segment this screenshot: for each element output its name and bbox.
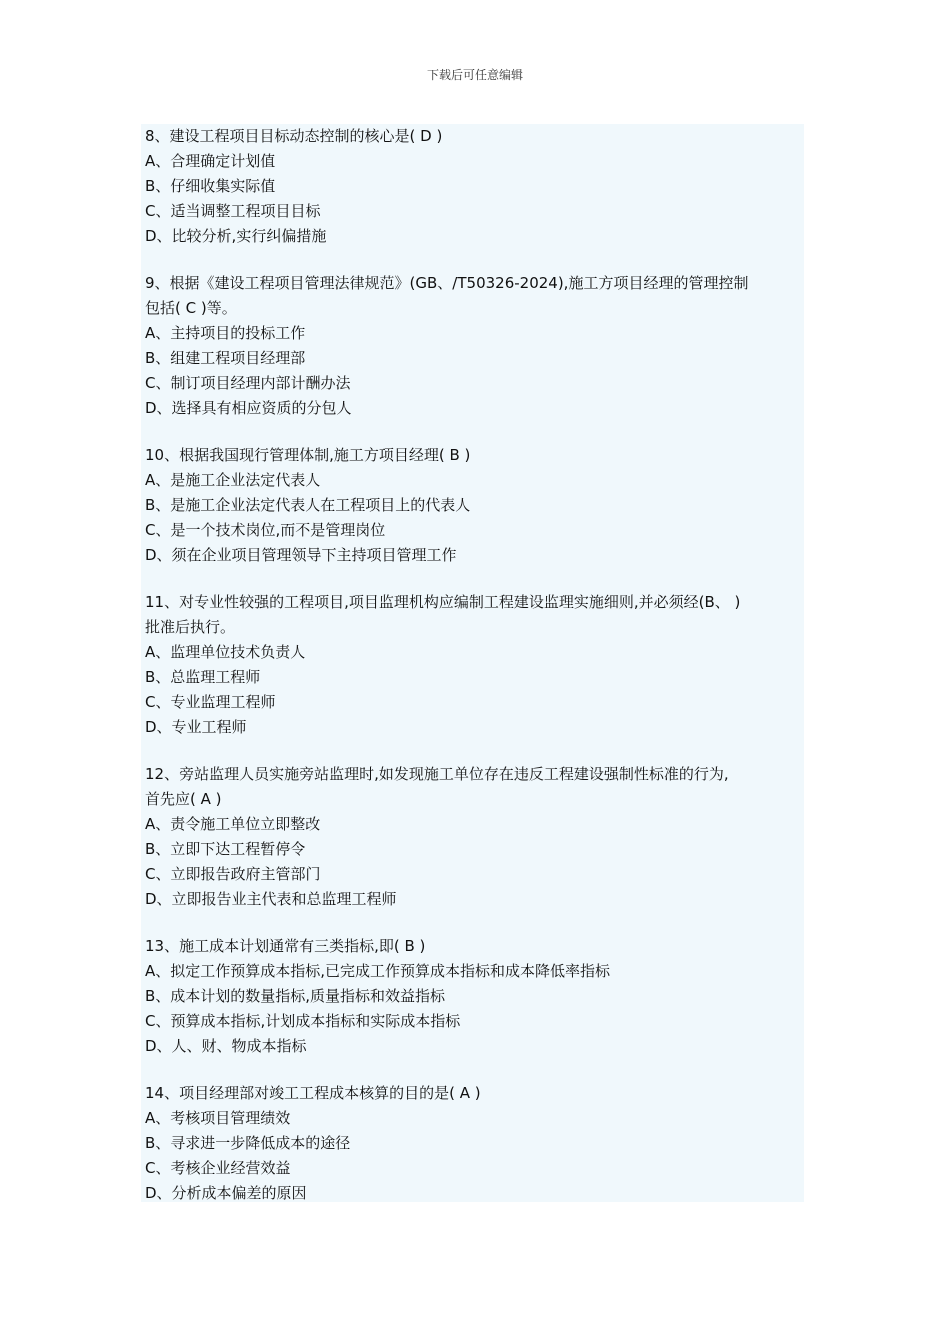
question-1 [141, 124, 804, 249]
question-5 [141, 762, 804, 912]
question-text: 包括( C )等。 [145, 299, 237, 317]
question-text: 12、旁站监理人员实施旁站监理时,如发现施工单位存在违反工程建设强制性标准的行为, [145, 765, 729, 783]
answer-option: A、拟定工作预算成本指标,已完成工作预算成本指标和成本降低率指标 [145, 962, 611, 980]
answer-option: C、专业监理工程师 [145, 693, 276, 711]
question-text: 14、项目经理部对竣工工程成本核算的目的是( A ) [145, 1084, 481, 1102]
answer-option: A、主持项目的投标工作 [145, 324, 306, 342]
page-header: 下载后可任意编辑 [426, 68, 523, 82]
answer-option: A、考核项目管理绩效 [145, 1109, 291, 1127]
answer-option: B、仔细收集实际值 [145, 177, 276, 195]
answer-option: B、立即下达工程暂停令 [145, 840, 306, 858]
answer-option: D、人、财、物成本指标 [145, 1037, 307, 1055]
answer-option: A、是施工企业法定代表人 [145, 471, 321, 489]
answer-option: B、寻求进一步降低成本的途径 [145, 1134, 351, 1152]
answer-option: D、选择具有相应资质的分包人 [145, 399, 352, 417]
question-text: 9、根据《建设工程项目管理法律规范》(GB、/T50326-2024),施工方项目经理的管理控制 [145, 274, 749, 292]
answer-option: B、组建工程项目经理部 [145, 349, 306, 367]
question-list [141, 124, 804, 1202]
answer-option: C、适当调整工程项目目标 [145, 202, 321, 220]
question-3 [141, 443, 804, 568]
answer-option: A、合理确定计划值 [145, 152, 276, 170]
answer-option: D、立即报告业主代表和总监理工程师 [145, 890, 397, 908]
question-6 [141, 934, 804, 1059]
question-2 [141, 271, 804, 421]
answer-option: D、专业工程师 [145, 718, 247, 736]
question-text: 8、建设工程项目目标动态控制的核心是( D ) [145, 127, 443, 145]
answer-option: A、监理单位技术负责人 [145, 643, 306, 661]
answer-option: D、须在企业项目管理领导下主持项目管理工作 [145, 546, 457, 564]
question-text: 10、根据我国现行管理体制,施工方项目经理( B ) [145, 446, 471, 464]
question-text: 11、对专业性较强的工程项目,项目监理机构应编制工程建设监理实施细则,并必须经(B、 ) [145, 593, 741, 611]
question-text: 首先应( A ) [145, 790, 222, 808]
answer-option: C、是一个技术岗位,而不是管理岗位 [145, 521, 386, 539]
question-7 [141, 1081, 804, 1206]
answer-option: B、总监理工程师 [145, 668, 261, 686]
answer-option: A、责令施工单位立即整改 [145, 815, 321, 833]
answer-option: B、成本计划的数量指标,质量指标和效益指标 [145, 987, 446, 1005]
question-text: 批准后执行。 [145, 618, 236, 636]
answer-option: D、分析成本偏差的原因 [145, 1184, 307, 1202]
answer-option: D、比较分析,实行纠偏措施 [145, 227, 327, 245]
answer-option: C、预算成本指标,计划成本指标和实际成本指标 [145, 1012, 461, 1030]
answer-option: B、是施工企业法定代表人在工程项目上的代表人 [145, 496, 471, 514]
question-4 [141, 590, 804, 740]
question-text: 13、施工成本计划通常有三类指标,即( B ) [145, 937, 426, 955]
answer-option: C、立即报告政府主管部门 [145, 865, 321, 883]
answer-option: C、考核企业经营效益 [145, 1159, 291, 1177]
answer-option: C、制订项目经理内部计酬办法 [145, 374, 351, 392]
